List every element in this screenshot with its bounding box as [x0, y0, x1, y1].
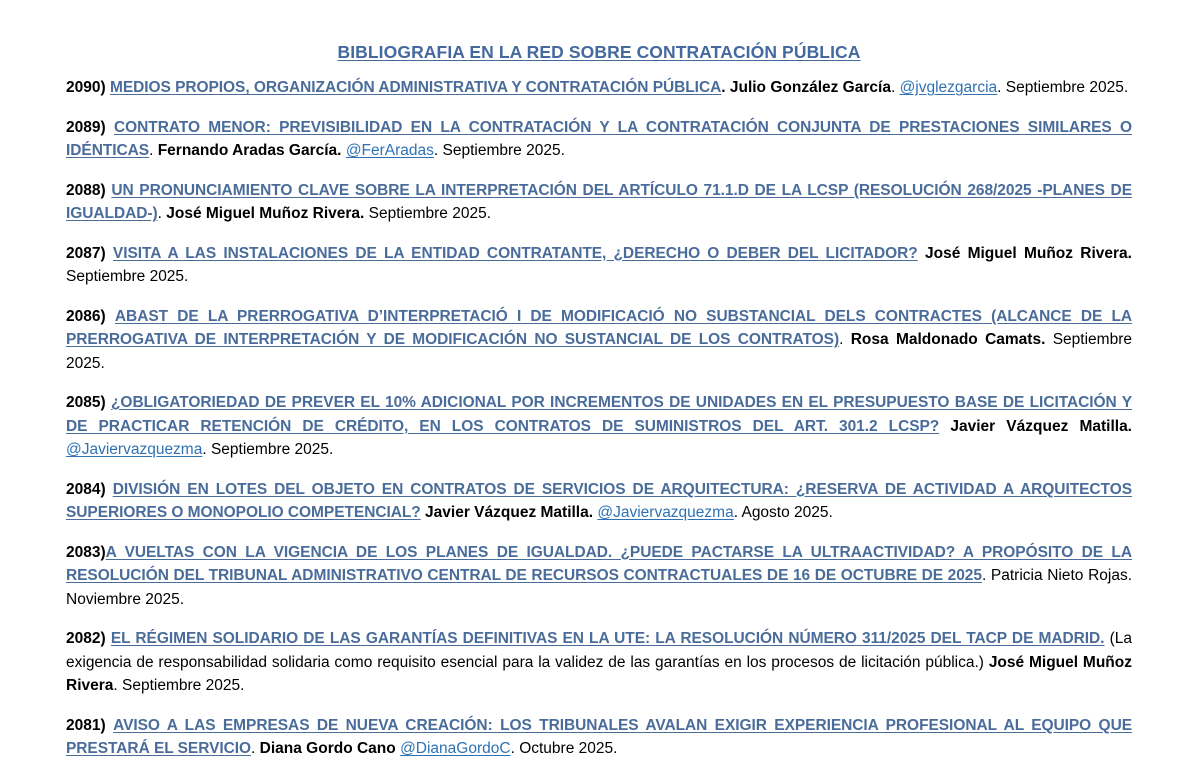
- entry-number: 2083): [66, 543, 106, 561]
- entry-author: José Miguel Muñoz Rivera.: [925, 244, 1132, 262]
- entry-date: . Septiembre 2025.: [997, 79, 1129, 96]
- author-handle-link[interactable]: @FerAradas: [345, 142, 434, 159]
- entry-separator: .: [149, 142, 158, 159]
- entry-title-link[interactable]: AVISO A LAS EMPRESAS DE NUEVA CREACIÓN: LOS TRIBUNALES AVALAN EXIGIR EXPERIENCIA PROFESIONAL AL EQUIPO QUE PRESTARÁ EL SERVICIO: [66, 716, 1132, 757]
- bibliography-entry: [66, 179, 1132, 226]
- entry-number: 2084): [66, 480, 106, 498]
- entry-separator: .: [839, 331, 851, 348]
- entry-separator: .: [721, 79, 730, 96]
- document-title: BIBLIOGRAFIA EN LA RED SOBRE CONTRATACIÓN PÚBLICA: [337, 42, 861, 62]
- entry-title-link[interactable]: CONTRATO MENOR: PREVISIBILIDAD EN LA CONTRATACIÓN Y LA CONTRATACIÓN CONJUNTA DE PRESTACIONES SIMILARES O IDÉNTICAS: [66, 118, 1132, 159]
- entry-author: Javier Vázquez Matilla.: [950, 417, 1132, 435]
- entry-author: Diana Gordo Cano: [259, 740, 396, 757]
- document-page: [66, 42, 1132, 777]
- entry-author: Rosa Maldonado Camats.: [850, 331, 1046, 348]
- entry-number: 2087): [66, 244, 106, 262]
- entry-separator: .: [157, 205, 167, 222]
- entry-title-link[interactable]: VISITA A LAS INSTALACIONES DE LA ENTIDAD CONTRATANTE, ¿DERECHO O DEBER DEL LICITADOR?: [112, 244, 918, 262]
- entry-date: . Octubre 2025.: [510, 740, 618, 757]
- entry-title-link[interactable]: UN PRONUNCIAMIENTO CLAVE SOBRE LA INTERPRETACIÓN DEL ARTÍCULO 71.1.D DE LA LCSP (RESOLUCIÓN 268/2025 -PLANES DE IGUALDAD-): [66, 181, 1132, 222]
- entry-number: 2082): [66, 630, 106, 647]
- entry-date: Septiembre 2025.: [66, 331, 1132, 372]
- entry-title-link[interactable]: ¿OBLIGATORIEDAD DE PREVER EL 10% ADICIONAL POR INCREMENTOS DE UNIDADES EN EL PRESUPUESTO BASE DE LICITACIÓN Y DE PRACTICAR RETENCIÓN DE CRÉDITO, EN LOS CONTRATOS DE SUMINISTROS DEL ART. 301.2 LCSP?: [66, 394, 1132, 435]
- entry-date: Septiembre 2025.: [364, 205, 492, 222]
- bibliography-entry: [66, 242, 1132, 289]
- entry-date: . Septiembre 2025.: [202, 441, 334, 458]
- entry-author: Julio González García: [729, 79, 891, 96]
- entry-number: 2089): [66, 118, 106, 136]
- entry-title-link[interactable]: ABAST DE LA PRERROGATIVA D’INTERPRETACIÓ I DE MODIFICACIÓ NO SUBSTANCIAL DELS CONTRACTES (ALCANCE DE LA PRERROGATIVA DE INTERPRETACIÓN Y DE MODIFICACIÓN NO SUSTANCIAL DE LOS CONTRATOS): [66, 307, 1133, 348]
- entry-author: José Miguel Muñoz Rivera.: [166, 205, 365, 222]
- entry-number: 2081): [66, 716, 106, 734]
- bibliography-entry: [66, 391, 1132, 462]
- entry-date: . Agosto 2025.: [733, 504, 833, 521]
- entry-author: José Miguel Muñoz Rivera: [66, 653, 1132, 694]
- entry-number: 2085): [66, 394, 106, 411]
- bibliography-entry: [66, 541, 1132, 612]
- bibliography-entry: [66, 627, 1132, 698]
- entry-date: Septiembre 2025.: [66, 268, 189, 285]
- entry-note: (La exigencia de responsabilidad solidaria como requisito esencial para la validez de las garantías en los procesos de licitación pública.): [66, 630, 1133, 671]
- bibliography-entry: [66, 76, 1132, 100]
- entry-title-link[interactable]: MEDIOS PROPIOS, ORGANIZACIÓN ADMINISTRATIVA Y CONTRATACIÓN PÚBLICA: [109, 79, 722, 96]
- entry-title-link[interactable]: EL RÉGIMEN SOLIDARIO DE LAS GARANTÍAS DEFINITIVAS EN LA UTE: LA RESOLUCIÓN NÚMERO 311/2025 DEL TACP DE MADRID.: [110, 630, 1105, 647]
- entry-author: Fernando Aradas García.: [157, 142, 342, 159]
- bibliography-entry: [66, 116, 1132, 163]
- entry-date: . Septiembre 2025.: [433, 142, 565, 159]
- entry-separator: [918, 245, 925, 262]
- entry-author: Javier Vázquez Matilla.: [425, 504, 594, 521]
- entry-separator: .: [890, 79, 900, 96]
- entry-title-link[interactable]: DIVISIÓN EN LOTES DEL OBJETO EN CONTRATOS DE SERVICIOS DE ARQUITECTURA: ¿RESERVA DE ACTIVIDAD A ARQUITECTOS SUPERIORES O MONOPOLIO COMPETENCIAL?: [66, 480, 1132, 521]
- entry-number: 2088): [66, 181, 106, 199]
- author-handle-link[interactable]: @jvglezgarcia: [899, 79, 998, 96]
- bibliography-entry: [66, 305, 1132, 376]
- entry-number: 2086): [66, 307, 106, 325]
- author-handle-link[interactable]: @DianaGordoC: [400, 740, 511, 757]
- author-handle-link[interactable]: @Javiervazquezma: [597, 504, 734, 521]
- entry-author-and-date: . Patricia Nieto Rojas. Noviembre 2025.: [66, 567, 1132, 608]
- author-handle-link[interactable]: @Javiervazquezma: [66, 441, 203, 458]
- bibliography-entry: [66, 478, 1132, 525]
- entry-separator: [939, 418, 950, 435]
- bibliography-entry: [66, 714, 1132, 761]
- entry-title-link[interactable]: A VUELTAS CON LA VIGENCIA DE LOS PLANES DE IGUALDAD. ¿PUEDE PACTARSE LA ULTRAACTIVIDAD? A PROPÓSITO DE LA RESOLUCIÓN DEL TRIBUNAL ADMINISTRATIVO CENTRAL DE RECURSOS CONTRACTUALES DE 16 DE OCTUBRE DE 2025: [66, 543, 1132, 584]
- entry-separator: .: [251, 740, 260, 757]
- entry-date: . Septiembre 2025.: [113, 677, 245, 694]
- entry-number: 2090): [66, 79, 106, 96]
